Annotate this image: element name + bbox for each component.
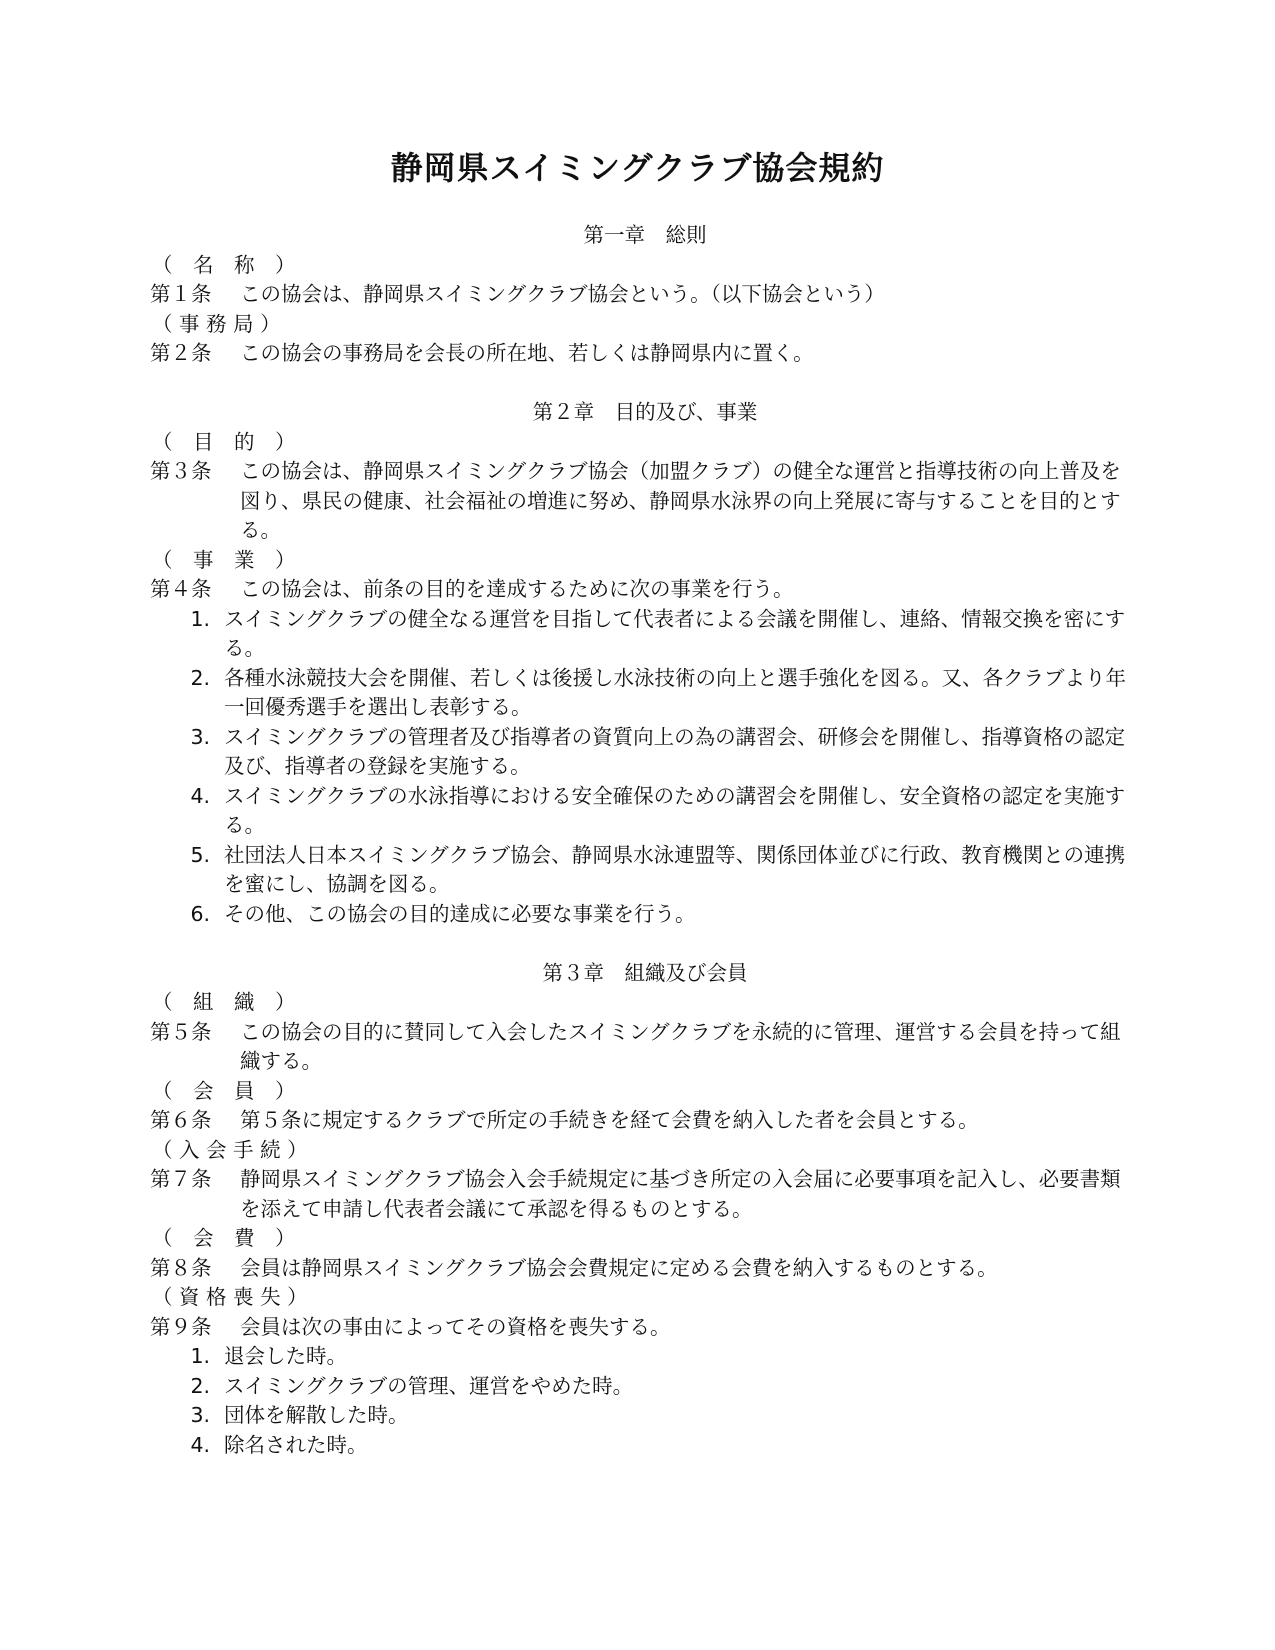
article-number: 第１条 bbox=[150, 282, 212, 306]
list-item-number: 4. bbox=[190, 783, 210, 808]
chapter-title: 第３章 組織及び会員 bbox=[542, 960, 748, 985]
chapter-title: 第２章 目的及び、事業 bbox=[532, 400, 758, 424]
list-item bbox=[150, 782, 1140, 841]
list-item-number: 4. bbox=[190, 1432, 210, 1457]
section-heading: （ 事 務 局 ） bbox=[152, 311, 281, 336]
list-item bbox=[150, 605, 1140, 664]
list-item-number: 6. bbox=[190, 901, 210, 926]
article-5 bbox=[150, 1018, 1140, 1077]
section-heading: （ 目 的 ） bbox=[152, 429, 296, 454]
list-item-text: 社団法人日本スイミングクラブ協会、静岡県水泳連盟等、関係団体並びに行政、教育機関との連携を蜜にし、協調を図る。 bbox=[224, 842, 1126, 896]
article-text: 会員は静岡県スイミングクラブ協会会費規定に定める会費を納入するものとする。 bbox=[240, 1255, 998, 1280]
chapter-2 bbox=[150, 398, 1140, 929]
list-item bbox=[150, 664, 1140, 723]
list-item-number: 5. bbox=[190, 842, 210, 867]
article-2 bbox=[150, 339, 1140, 369]
list-item-text: 除名された時。 bbox=[224, 1432, 368, 1457]
list-item-number: 3. bbox=[190, 724, 210, 749]
list-item-text: 各種水泳競技大会を開催、若しくは後援し水泳技術の向上と選手強化を図る。又、各クラブより年一回優秀選手を選出し表彰する。 bbox=[224, 665, 1126, 719]
article-number: 第５条 bbox=[150, 1019, 212, 1044]
chapter-title: 第一章 総則 bbox=[583, 223, 707, 247]
list-item bbox=[150, 1401, 1140, 1431]
list-item-text: スイミングクラブの管理者及び指導者の資質向上の為の講習会、研修会を開催し、指導資格の認定及び、指導者の登録を実施する。 bbox=[224, 724, 1126, 778]
chapter-1 bbox=[150, 221, 1140, 369]
section-heading: （ 入 会 手 続 ） bbox=[152, 1137, 308, 1162]
list-item-text: スイミングクラブの健全なる運営を目指して代表者による会議を開催し、連絡、情報交換を密にする。 bbox=[224, 606, 1126, 660]
article-8 bbox=[150, 1254, 1140, 1284]
list-item-number: 1. bbox=[190, 606, 210, 631]
section-heading: （ 会 費 ） bbox=[152, 1226, 296, 1250]
list-item-number: 3. bbox=[190, 1403, 210, 1427]
section-heading: （ 事 業 ） bbox=[152, 547, 296, 572]
section-heading: （ 資 格 喪 失 ） bbox=[152, 1285, 308, 1309]
article-text: 静岡県スイミングクラブ協会入会手続規定に基づき所定の入会届に必要事項を記入し、必要書類を添えて申請し代表者会議にて承認を得るものとする。 bbox=[240, 1167, 1121, 1221]
article-number: 第３条 bbox=[150, 459, 212, 483]
article-number: 第９条 bbox=[150, 1314, 212, 1339]
section-heading: （ 会 員 ） bbox=[152, 1078, 296, 1103]
chapter-3 bbox=[150, 959, 1140, 1461]
article-3 bbox=[150, 457, 1140, 546]
article-text: 第５条に規定するクラブで所定の手続きを経て会費を納入した者を会員とする。 bbox=[240, 1108, 979, 1132]
list-item-number: 2. bbox=[190, 1373, 210, 1398]
list-item bbox=[150, 1372, 1140, 1402]
article-text: この協会は、前条の目的を達成するために次の事業を行う。 bbox=[240, 577, 794, 601]
list-item bbox=[150, 841, 1140, 900]
article-4 bbox=[150, 575, 1140, 605]
list-item-text: 団体を解散した時。 bbox=[224, 1403, 409, 1427]
article-4-list bbox=[150, 605, 1140, 930]
section-heading: （ 名 称 ） bbox=[152, 252, 296, 277]
article-number: 第８条 bbox=[150, 1255, 212, 1280]
article-text: この協会は、静岡県スイミングクラブ協会という。（以下協会という） bbox=[240, 282, 885, 306]
list-item-number: 2. bbox=[190, 665, 210, 690]
article-number: 第２条 bbox=[150, 341, 212, 365]
article-number: 第６条 bbox=[150, 1108, 212, 1132]
spacer bbox=[150, 369, 1140, 399]
spacer bbox=[150, 929, 1140, 959]
article-9-list bbox=[150, 1342, 1140, 1460]
list-item bbox=[150, 1342, 1140, 1372]
article-9 bbox=[150, 1313, 1140, 1343]
article-text: 会員は次の事由によってその資格を喪失する。 bbox=[240, 1314, 671, 1339]
document-body bbox=[150, 221, 1140, 1460]
section-heading: （ 組 織 ） bbox=[152, 990, 296, 1014]
article-7 bbox=[150, 1165, 1140, 1224]
list-item-text: 退会した時。 bbox=[224, 1344, 347, 1368]
article-text: この協会は、静岡県スイミングクラブ協会（加盟クラブ）の健全な運営と指導技術の向上普及を図り、県民の健康、社会福祉の増進に努め、静岡県水泳界の向上発展に寄与することを目的とする。 bbox=[240, 459, 1121, 542]
article-6 bbox=[150, 1106, 1140, 1136]
article-number: 第７条 bbox=[150, 1167, 212, 1191]
article-number: 第４条 bbox=[150, 577, 212, 601]
list-item bbox=[150, 1431, 1140, 1461]
list-item-text: その他、この協会の目的達成に必要な事業を行う。 bbox=[224, 901, 696, 926]
list-item-text: スイミングクラブの水泳指導における安全確保のための講習会を開催し、安全資格の認定を実施する。 bbox=[224, 783, 1126, 837]
document-title: 静岡県スイミングクラブ協会規約 bbox=[390, 149, 885, 187]
list-item-number: 1. bbox=[190, 1344, 210, 1368]
article-1 bbox=[150, 280, 1140, 310]
article-text: この協会の事務局を会長の所在地、若しくは静岡県内に置く。 bbox=[240, 341, 814, 365]
list-item-text: スイミングクラブの管理、運営をやめた時。 bbox=[224, 1373, 634, 1398]
list-item bbox=[150, 900, 1140, 930]
article-text: この協会の目的に賛同して入会したスイミングクラブを永続的に管理、運営する会員を持って組織する。 bbox=[240, 1019, 1121, 1073]
list-item bbox=[150, 723, 1140, 782]
